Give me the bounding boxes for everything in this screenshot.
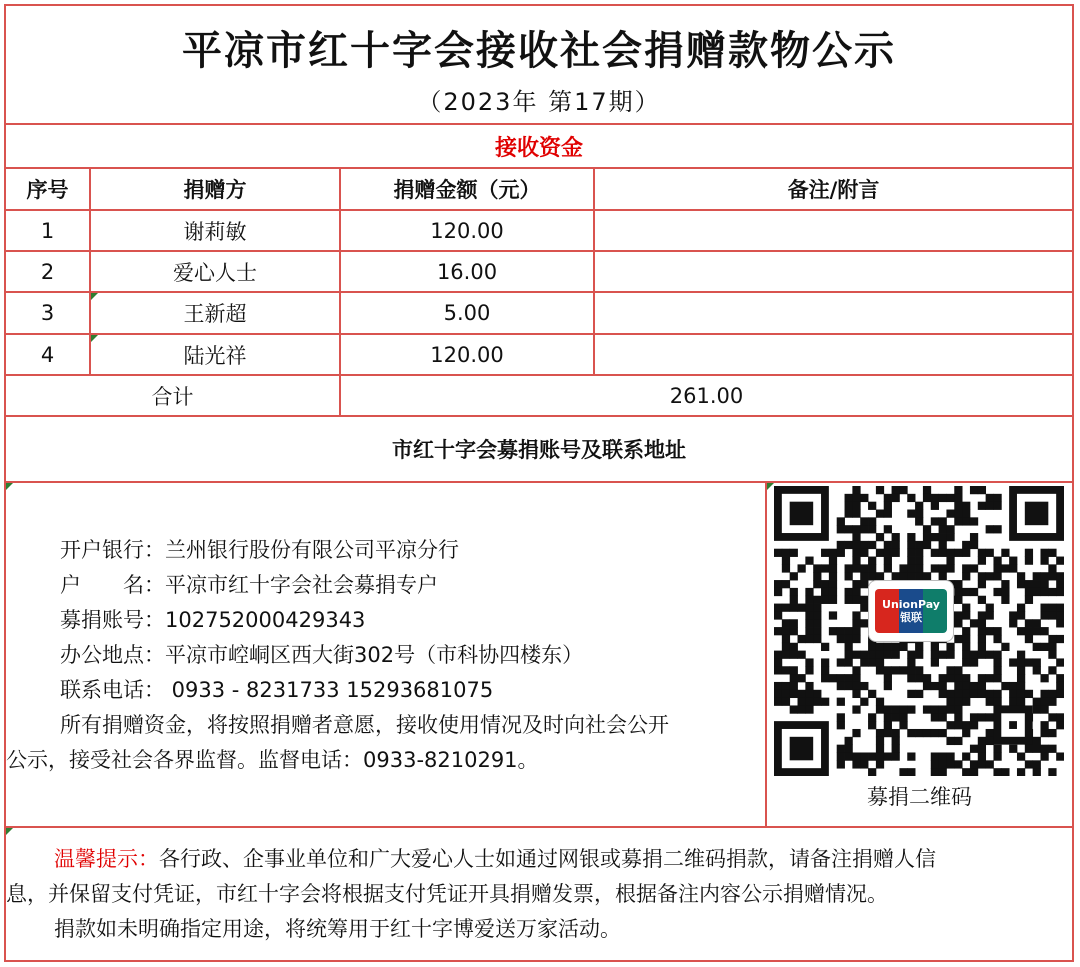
total-label: 合计 (151, 384, 194, 409)
qr-caption: 募捐二维码 (867, 785, 972, 809)
row-no: 1 (40, 218, 55, 243)
phone-line: 联系电话： 0933 - 8231733 15293681075 (60, 678, 494, 702)
row-donor: 王新超 (183, 302, 247, 326)
account-name-line: 户 名：平凉市红十字会社会募捐专户 (60, 573, 438, 597)
row-amount: 120.00 (430, 218, 504, 243)
unionpay-logo (868, 580, 954, 642)
tip-line (6, 842, 1066, 877)
cell-marker (6, 828, 13, 835)
total-value: 261.00 (669, 383, 744, 408)
section-funds-heading: 接收资金 (494, 135, 583, 161)
row-note (595, 293, 1072, 333)
row-note (595, 252, 1072, 291)
unionpay-text: UnionPay 银联 (882, 598, 940, 624)
row-no: 4 (40, 342, 55, 367)
col-header-no: 序号 (26, 178, 69, 202)
tip-text: 各行政、企事业单位和广大爱心人士如通过网银或募捐二维码捐款，请备注捐赠人信 (159, 847, 936, 871)
row-donor: 谢莉敏 (183, 219, 247, 244)
issue-subtitle: （2023年 第17期） (417, 87, 661, 116)
bank-line: 开户银行：兰州银行股份有限公司平凉分行 (60, 538, 459, 562)
tips-label: 温馨提示： (54, 847, 159, 871)
grid-line (4, 826, 1074, 828)
col-header-amount: 捐赠金额（元） (393, 178, 541, 202)
notice-line: 所有捐赠资金，将按照捐赠者意愿，接收使用情况及时向社会公开 (60, 713, 669, 737)
col-header-note: 备注/附言 (787, 178, 880, 202)
contact-heading: 市红十字会募捐账号及联系地址 (392, 438, 686, 462)
row-note (595, 335, 1072, 374)
cell-marker (91, 293, 98, 300)
contact-info (6, 533, 762, 778)
cell-marker (767, 483, 774, 490)
unionpay-icon (875, 589, 947, 633)
office-address-line: 办公地点：平凉市崆峒区西大街302号（市科协四楼东） (60, 643, 584, 667)
cell-marker (6, 483, 13, 490)
row-donor: 爱心人士 (173, 260, 257, 285)
row-amount: 16.00 (436, 259, 498, 284)
tips-block (6, 842, 1066, 947)
page-title: 平凉市红十字会接收社会捐赠款物公示 (182, 27, 896, 74)
row-amount: 120.00 (430, 342, 504, 367)
row-note (595, 211, 1072, 250)
cell-marker (91, 335, 98, 342)
tip-line: 捐款如未明确指定用途，将统筹用于红十字博爱送万家活动。 (54, 917, 621, 941)
account-number-line: 募捐账号：102752000429343 (60, 608, 366, 632)
row-no: 3 (40, 301, 55, 325)
grid-line (4, 481, 1074, 483)
col-header-donor: 捐赠方 (183, 178, 247, 202)
row-no: 2 (40, 259, 55, 284)
row-donor: 陆光祥 (183, 343, 247, 368)
row-amount: 5.00 (443, 301, 491, 325)
tip-line: 息，并保留支付凭证，市红十字会将根据支付凭证开具捐赠发票，根据备注内容公示捐赠情况。 (6, 882, 888, 906)
grid-line (765, 481, 767, 826)
notice-line: 公示，接受社会各界监督。监督电话：0933-8210291。 (6, 748, 539, 772)
